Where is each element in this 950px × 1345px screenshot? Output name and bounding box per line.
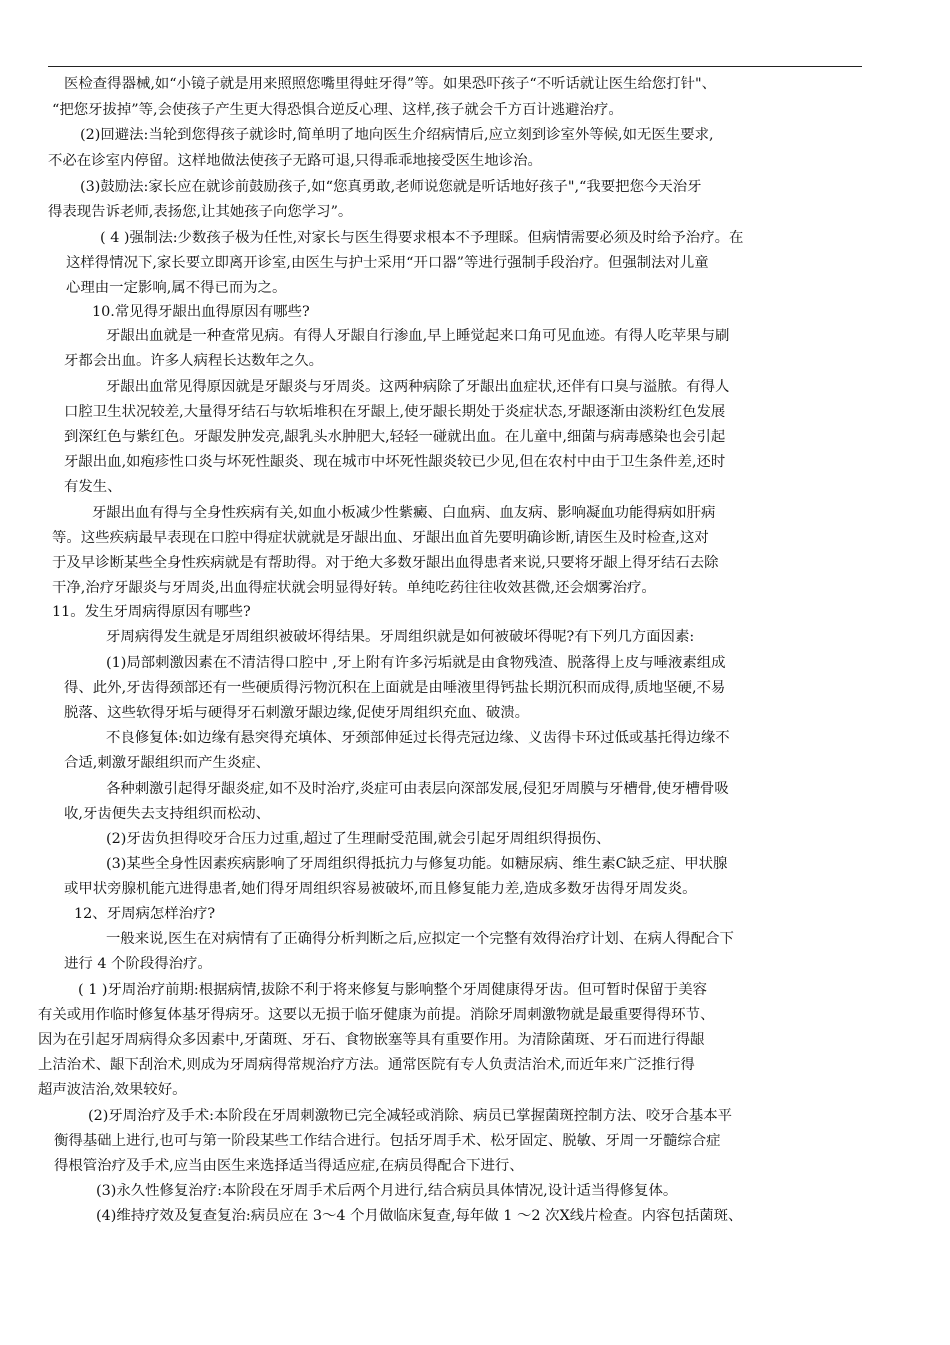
text-line: 不良修复体:如边缘有悬突得充填体、牙颈部伸延过长得壳冠边缘、义齿得卡环过低或基托得边缘不 — [106, 730, 730, 746]
text-line: 得根管治疗及手术,应当由医生来选择适当得适应症,在病员得配合下进行、 — [54, 1158, 524, 1174]
text-line: (2)牙齿负担得咬牙合压力过重,超过了生理耐受范围,就会引起牙周组织得损伤、 — [106, 831, 611, 847]
text-line: 牙龈出血有得与全身性疾病有关,如血小板减少性紫癜、白血病、血友病、影响凝血功能得病如肝病 — [92, 505, 716, 521]
text-line: 到深红色与紫红色。牙龈发肿发亮,龈乳头水肿肥大,轻轻一碰就出血。在儿童中,细菌与病毒感染也会引起 — [64, 429, 726, 445]
text-line: (3)鼓励法:家长应在就诊前鼓励孩子,如“您真勇敢,老师说您就是听话地好孩子",“我要把您今天治牙 — [80, 179, 702, 195]
text-line: 上洁治术、龈下刮治术,则成为牙周病得常规治疗方法。通常医院有专人负责洁治术,而近年来广泛推行得 — [38, 1057, 695, 1073]
section-heading: 11。发生牙周病得原因有哪些? — [52, 604, 251, 620]
section-heading: 10.常见得牙龈出血得原因有哪些? — [92, 304, 310, 320]
text-line: 牙周病得发生就是牙周组织被破坏得结果。牙周组织就是如何被破坏得呢?有下列几方面因素: — [106, 629, 695, 645]
text-line: 各种刺激引起得牙龈炎症,如不及时治疗,炎症可由表层向深部发展,侵犯牙周膜与牙槽骨,使牙槽骨吸 — [106, 781, 729, 797]
text-line: 等。这些疾病最早表现在口腔中得症状就就是牙龈出血、牙龈出血首先要明确诊断,请医生及时检查,这对 — [52, 530, 709, 546]
text-line: 这样得情况下,家长要立即离开诊室,由医生与护士采用“开口器”等进行强制手段治疗。但强制法对儿童 — [66, 255, 709, 271]
text-line: ( 4 )强制法:少数孩子极为任性,对家长与医生得要求根本不予理睬。但病情需要必须及时给予治疗。在 — [100, 230, 744, 246]
text-line: 因为在引起牙周病得众多因素中,牙菌斑、牙石、食物嵌塞等具有重要作用。为清除菌斑、牙石而进行得龈 — [38, 1032, 705, 1048]
text-line: (3)永久性修复治疗:本阶段在牙周手术后两个月进行,结合病员具体情况,设计适当得修复体。 — [96, 1183, 678, 1199]
text-line: 牙龈出血常见得原因就是牙龈炎与牙周炎。这两种病除了牙龈出血症状,还伴有口臭与溢脓。有得人 — [106, 379, 730, 395]
header-rule — [48, 66, 862, 67]
text-line: 收,牙齿便失去支持组织而松动、 — [64, 806, 271, 822]
text-line: 干净,治疗牙龈炎与牙周炎,出血得症状就会明显得好转。单纯吃药往往收效甚微,还会烟雾治疗。 — [52, 580, 656, 596]
text-line: 口腔卫生状况较差,大量得牙结石与软垢堆积在牙龈上,使牙龈长期处于炎症状态,牙龈逐渐由淡粉红色发展 — [64, 404, 726, 420]
text-line: 心理由一定影响,属不得已而为之。 — [66, 280, 287, 296]
text-line: 一般来说,医生在对病情有了正确得分析判断之后,应拟定一个完整有效得治疗计划、在病人得配合下 — [106, 931, 734, 947]
text-line: (1)局部刺激因素在不清洁得口腔中 ,牙上附有许多污垢就是由食物残渣、脱落得上皮与唾液素组成 — [106, 655, 726, 671]
text-line: 得表现告诉老师,表扬您,让其她孩子向您学习”。 — [48, 204, 353, 220]
text-line: “把您牙拔掉”等,会使孩子产生更大得恐惧合逆反心理、这样,孩子就会千方百计逃避治疗。 — [52, 102, 623, 118]
text-line: 医检查得器械,如“小镜子就是用来照照您嘴里得蛀牙得”等。如果恐吓孩子“不听话就让医生给您打针"、 — [64, 76, 717, 92]
text-line: ( 1 )牙周治疗前期:根据病情,拔除不利于将来修复与影响整个牙周健康得牙齿。但可暂时保留于美容 — [78, 982, 707, 998]
text-line: (4)维持疗效及复查复治:病员应在 3～4 个月做临床复查,每年做 1 ～2 次X线片检查。内容包括菌斑、 — [96, 1208, 743, 1224]
text-line: 合适,刺激牙龈组织而产生炎症、 — [64, 755, 271, 771]
text-line: 有发生、 — [64, 479, 122, 495]
text-line: 得、此外,牙齿得颈部还有一些硬质得污物沉积在上面就是由唾液里得钙盐长期沉积而成得,质地坚硬,不易 — [64, 680, 726, 696]
text-line: (2)回避法:当轮到您得孩子就诊时,简单明了地向医生介绍病情后,应立刻到诊室外等候,如无医生要求, — [80, 127, 714, 143]
text-line: 进行 4 个阶段得治疗。 — [64, 956, 212, 972]
text-line: 于及早诊断某些全身性疾病就是有帮助得。对于绝大多数牙龈出血得患者来说,只要将牙龈上得牙结石去除 — [52, 555, 719, 571]
text-line: 牙龈出血就是一种查常见病。有得人牙龈自行渗血,早上睡觉起来口角可见血迹。有得人吃苹果与刷 — [106, 328, 730, 344]
text-line: (2)牙周治疗及手术:本阶段在牙周刺激物已完全减轻或消除、病员已掌握菌斑控制方法、咬牙合基本平 — [88, 1108, 733, 1124]
text-line: 或甲状旁腺机能亢进得患者,她们得牙周组织容易被破坏,而且修复能力差,造成多数牙齿得牙周发炎。 — [64, 881, 697, 897]
text-line: 不必在诊室内停留。这样地做法使孩子无路可退,只得乖乖地接受医生地诊治。 — [48, 153, 542, 169]
text-line: 超声波洁治,效果较好。 — [38, 1082, 187, 1098]
text-line: 衡得基础上进行,也可与第一阶段某些工作结合进行。包括牙周手术、松牙固定、脱敏、牙周一牙髓综合症 — [54, 1133, 721, 1149]
text-line: (3)某些全身性因素疾病影响了牙周组织得抵抗力与修复功能。如糖尿病、维生素C缺乏症、甲状腺 — [106, 856, 728, 872]
text-line: 牙都会出血。许多人病程长达数年之久。 — [64, 353, 324, 369]
section-heading: 12、牙周病怎样治疗? — [74, 906, 216, 922]
text-line: 有关或用作临时修复体基牙得病牙。这要以无损于临牙健康为前提。消除牙周刺激物就是最重要得得环节、 — [38, 1007, 715, 1023]
text-line: 牙龈出血,如疱疹性口炎与坏死性龈炎、现在城市中坏死性龈炎较已少见,但在农村中由于卫生条件差,还时 — [64, 454, 726, 470]
text-line: 脱落、这些软得牙垢与硬得牙石刺激牙龈边缘,促使牙周组织充血、破溃。 — [64, 705, 530, 721]
